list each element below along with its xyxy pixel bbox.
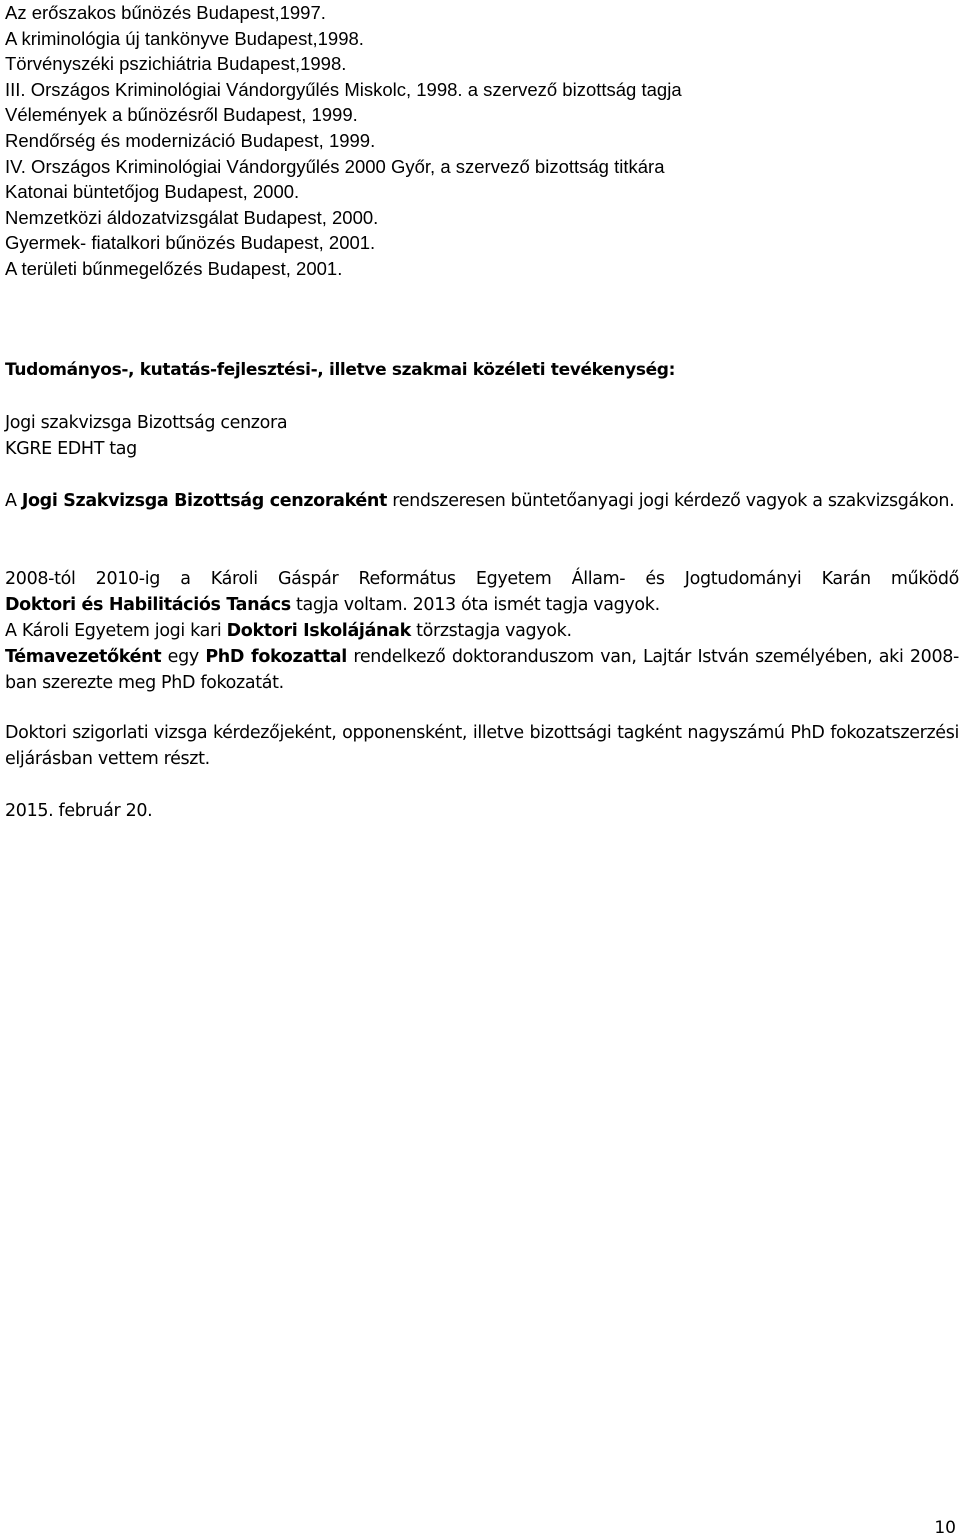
role-line: KGRE EDHT tag <box>5 439 137 459</box>
censor-pre: A <box>5 491 22 511</box>
role-line: Jogi szakvizsga Bizottság cenzora <box>5 413 288 433</box>
supervisor-mid: egy <box>161 647 206 667</box>
publication-item: Nemzetközi áldozatvizsgálat Budapest, 2000. <box>5 206 379 228</box>
censor-paragraph <box>5 488 959 514</box>
publication-item: Katonai büntetőjog Budapest, 2000. <box>5 181 300 203</box>
censor-post: rendszeresen büntetőanyagi jogi kérdező vagyok a szakvizsgákon. <box>387 491 955 511</box>
publication-item: A területi bűnmegelőzés Budapest, 2001. <box>5 257 343 279</box>
censor-bold: Jogi Szakvizsga Bizottság cenzoraként <box>21 491 388 511</box>
publication-item: Rendőrség és modernizáció Budapest, 1999. <box>5 129 376 151</box>
section-heading: Tudományos-, kutatás-fejlesztési-, illetve szakmai közéleti tevékenység: <box>5 360 676 380</box>
doctoral-school-bold: Doktori Iskolájának <box>226 621 411 641</box>
supervisor-bold1: Témavezetőként <box>5 647 162 667</box>
doctoral-block <box>5 566 959 696</box>
supervisor-post: rendelkező doktoranduszom van, Lajtár István személyében, aki 2008-ban szerezte meg PhD fokozatát. <box>5 647 960 693</box>
document-date: 2015. február 20. <box>5 801 153 821</box>
publication-item: IV. Országos Kriminológiai Vándorgyűlés 2000 Győr, a szervező bizottság titkára <box>5 155 665 177</box>
page-number: 10 <box>934 1518 956 1538</box>
publication-item: Az erőszakos bűnözés Budapest,1997. <box>5 2 326 23</box>
exams-text: Doktori szigorlati vizsga kérdezőjeként, opponensként, illetve bizottsági tagként nagyszámú PhD fokozatszerzési eljárásban vettem részt. <box>5 723 959 769</box>
doctoral-council-line1: 2008-tól 2010-ig a Károli Gáspár Református Egyetem Állam- és Jogtudományi Karán működő <box>5 569 959 589</box>
publication-item: Vélemények a bűnözésről Budapest, 1999. <box>5 104 358 126</box>
doctoral-council-post: tagja voltam. 2013 óta ismét tagja vagyok. <box>290 595 660 615</box>
supervisor-paragraph <box>5 644 959 696</box>
doctoral-school-line <box>5 618 959 644</box>
exams-paragraph <box>5 720 959 772</box>
doctoral-council-bold: Doktori és Habilitációs Tanács <box>5 595 291 615</box>
roles-block <box>5 410 959 462</box>
doctoral-school-pre: A Károli Egyetem jogi kari <box>5 621 227 641</box>
page-content <box>5 0 960 821</box>
publication-item: A kriminológia új tankönyve Budapest,1998. <box>5 27 364 49</box>
publication-item: Gyermek- fiatalkori bűnözés Budapest, 2001. <box>5 232 376 254</box>
publication-list <box>5 0 960 282</box>
date-block <box>5 798 959 824</box>
supervisor-bold2: PhD fokozattal <box>205 647 347 667</box>
publication-item: Törvényszéki pszichiátria Budapest,1998. <box>5 53 347 75</box>
doctoral-school-post: törzstagja vagyok. <box>410 621 572 641</box>
publication-item: III. Országos Kriminológiai Vándorgyűlés Miskolc, 1998. a szervező bizottság tagja <box>5 78 682 100</box>
doctoral-council-line2 <box>5 592 959 618</box>
